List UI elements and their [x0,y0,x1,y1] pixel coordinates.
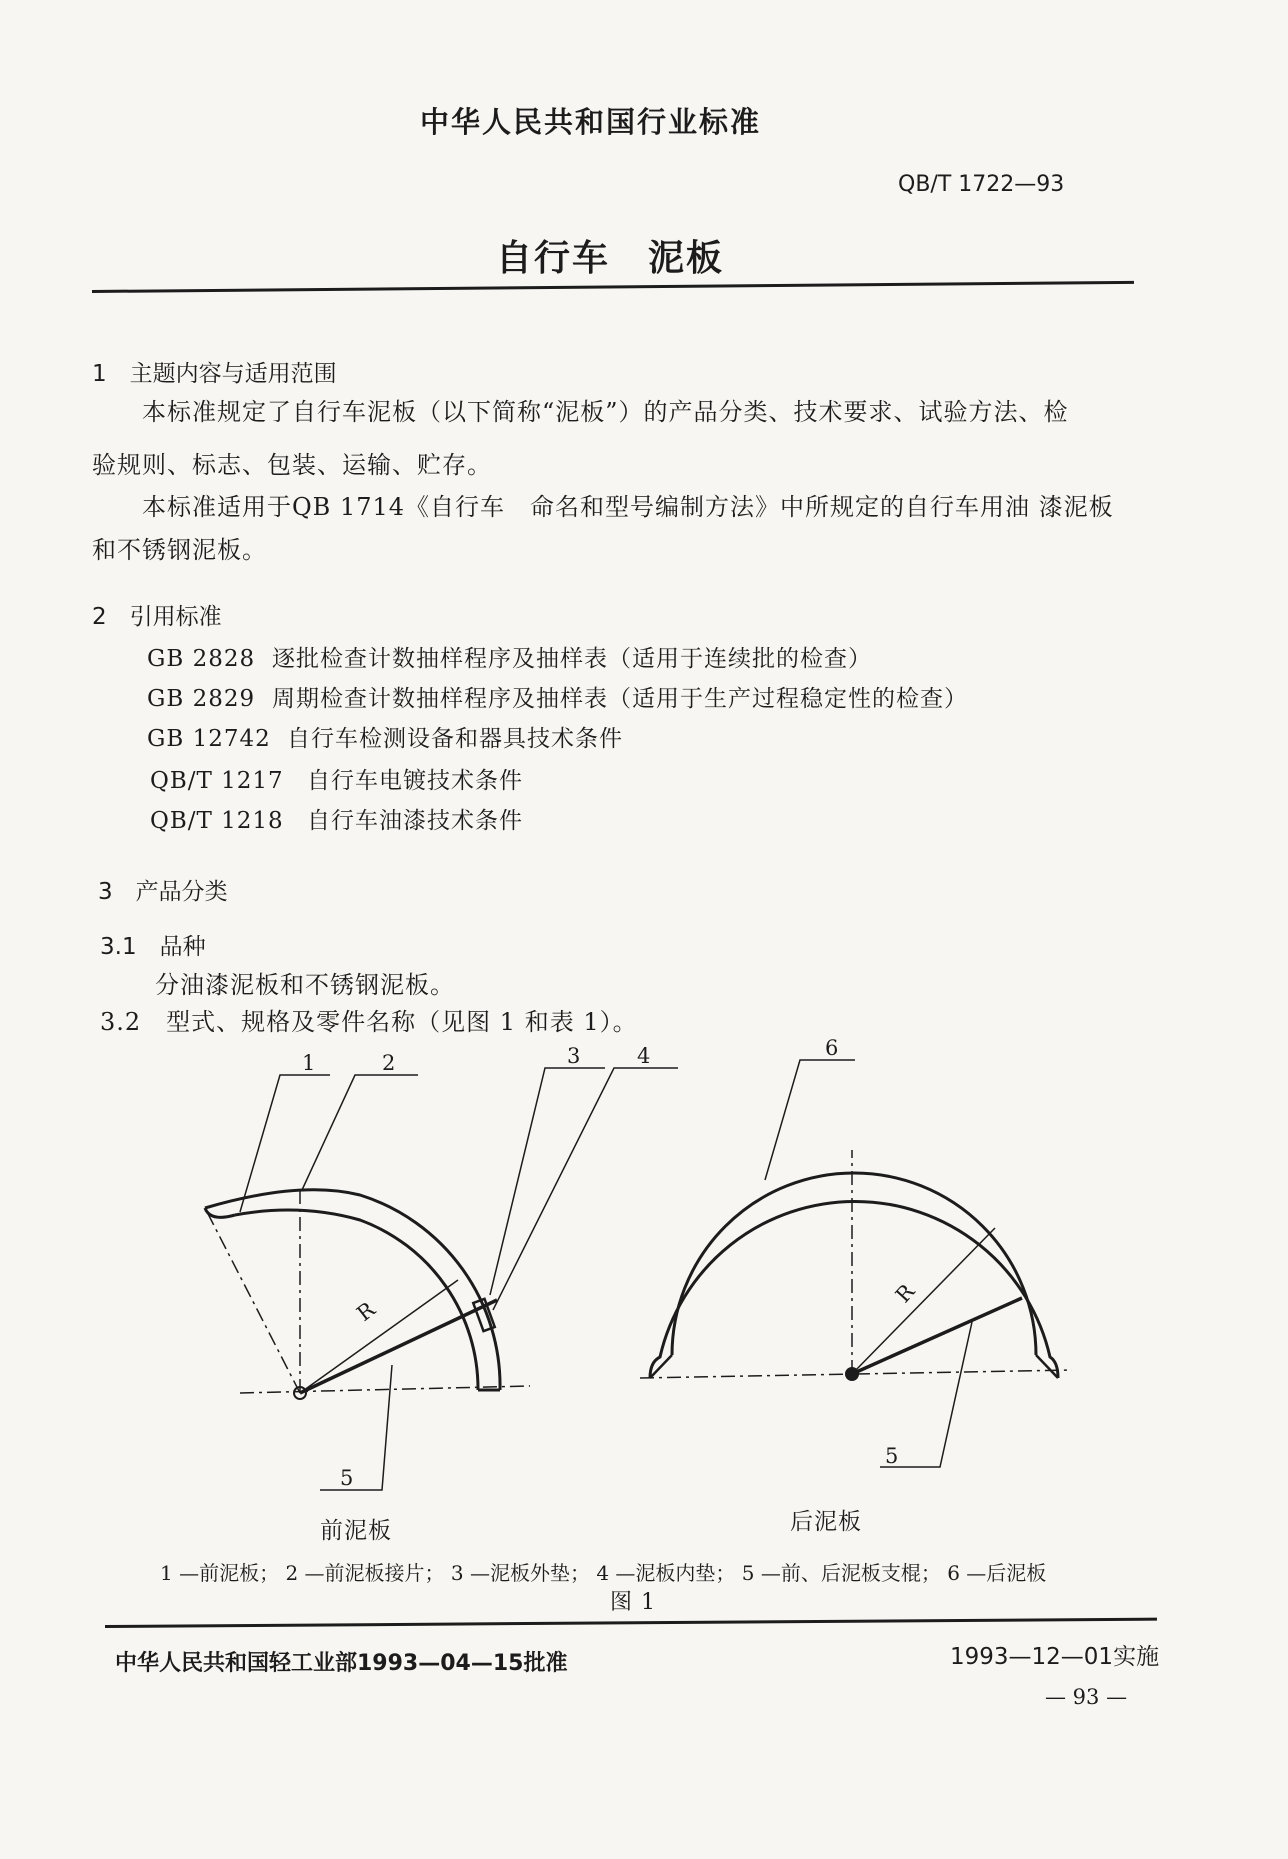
standard-code: QB/T 1722—93 [898,172,1065,197]
front-fender-outer-arc [205,1190,500,1390]
reference-title: 自行车电镀技术条件 [307,768,523,794]
section-3-2-heading: 3.2 型式、规格及零件名称（见图 1 和表 1）。 [100,1008,638,1036]
reference-code: QB/T 1217 [150,768,284,794]
section-1-heading: 1 主题内容与适用范围 [92,361,337,387]
reference-title: 周期检查计数抽样程序及抽样表（适用于生产过程稳定性的检查） [272,686,968,712]
rear-center-mark [846,1368,858,1380]
section-2-heading: 2 引用标准 [92,604,222,630]
rear-fender-outer-arc [650,1201,1058,1378]
section-1-paragraph-1-line-2: 验规则、标志、包装、运输、贮存。 [92,451,492,479]
reference-code: GB 12742 [147,726,271,752]
reference-title: 自行车油漆技术条件 [307,808,523,834]
issuing-agency: 中华人民共和国行业标准 [420,105,762,139]
rear-fender-caption: 后泥板 [790,1509,862,1535]
reference-code: GB 2829 [147,686,256,712]
page-title: 自行车 泥板 [496,238,725,279]
figure-label-3: 3 [567,1044,581,1068]
figure-legend: 1 —前泥板； 2 —前泥板接片； 3 —泥板外垫； 4 —泥板内垫； 5 —前、后泥板支棍； 6 —后泥板 [160,1561,1047,1585]
rear-stay [852,1298,1022,1374]
approval-line: 中华人民共和国轻工业部1993—04—15批准 [115,1651,568,1676]
figure-label-1: 1 [302,1051,316,1075]
rear-radius-label: R [890,1279,920,1308]
figure-label-5-front: 5 [340,1466,354,1490]
front-fender-inner-arc [235,1210,478,1390]
leader-line-4 [493,1068,678,1310]
figure-label-4: 4 [637,1044,651,1068]
section-3-1-heading: 3.1 品种 [100,934,206,960]
front-fender-caption: 前泥板 [320,1518,392,1544]
rear-radius-line [852,1228,995,1374]
effective-date: 1993—12—01实施 [950,1644,1160,1670]
page-number: — 93 — [1045,1685,1128,1709]
front-centerline-diagonal [205,1208,300,1393]
section-1-paragraph-2-line-2: 和不锈钢泥板。 [92,536,267,564]
leader-line-3 [490,1068,605,1295]
front-radius-label: R [352,1297,380,1326]
leader-line-5-front [320,1365,392,1490]
leader-line-2 [302,1075,418,1190]
front-radius-line [300,1280,458,1393]
front-stay [300,1300,497,1393]
figure-label-6: 6 [825,1036,839,1060]
leader-line-6 [765,1060,855,1180]
section-1-paragraph-2-line-1: 本标准适用于QB 1714《自行车 命名和型号编制方法》中所规定的自行车用油 漆泥板 [142,493,1114,521]
reference-code: GB 2828 [147,646,256,672]
rear-fender-right-foot [1036,1355,1058,1378]
figure-title: 图 1 [610,1590,656,1615]
figure-label-2: 2 [382,1051,396,1075]
figure-label-5-rear: 5 [885,1444,899,1468]
section-3-1-text: 分油漆泥板和不锈钢泥板。 [155,971,455,999]
section-1-paragraph-1-line-1: 本标准规定了自行车泥板（以下简称“泥板”）的产品分类、技术要求、试验方法、检 [142,398,1069,426]
reference-title: 逐批检查计数抽样程序及抽样表（适用于连续批的检查） [272,646,872,672]
section-3-heading: 3 产品分类 [98,879,228,905]
reference-title: 自行车检测设备和器具技术条件 [287,726,623,752]
reference-code: QB/T 1218 [150,808,284,834]
